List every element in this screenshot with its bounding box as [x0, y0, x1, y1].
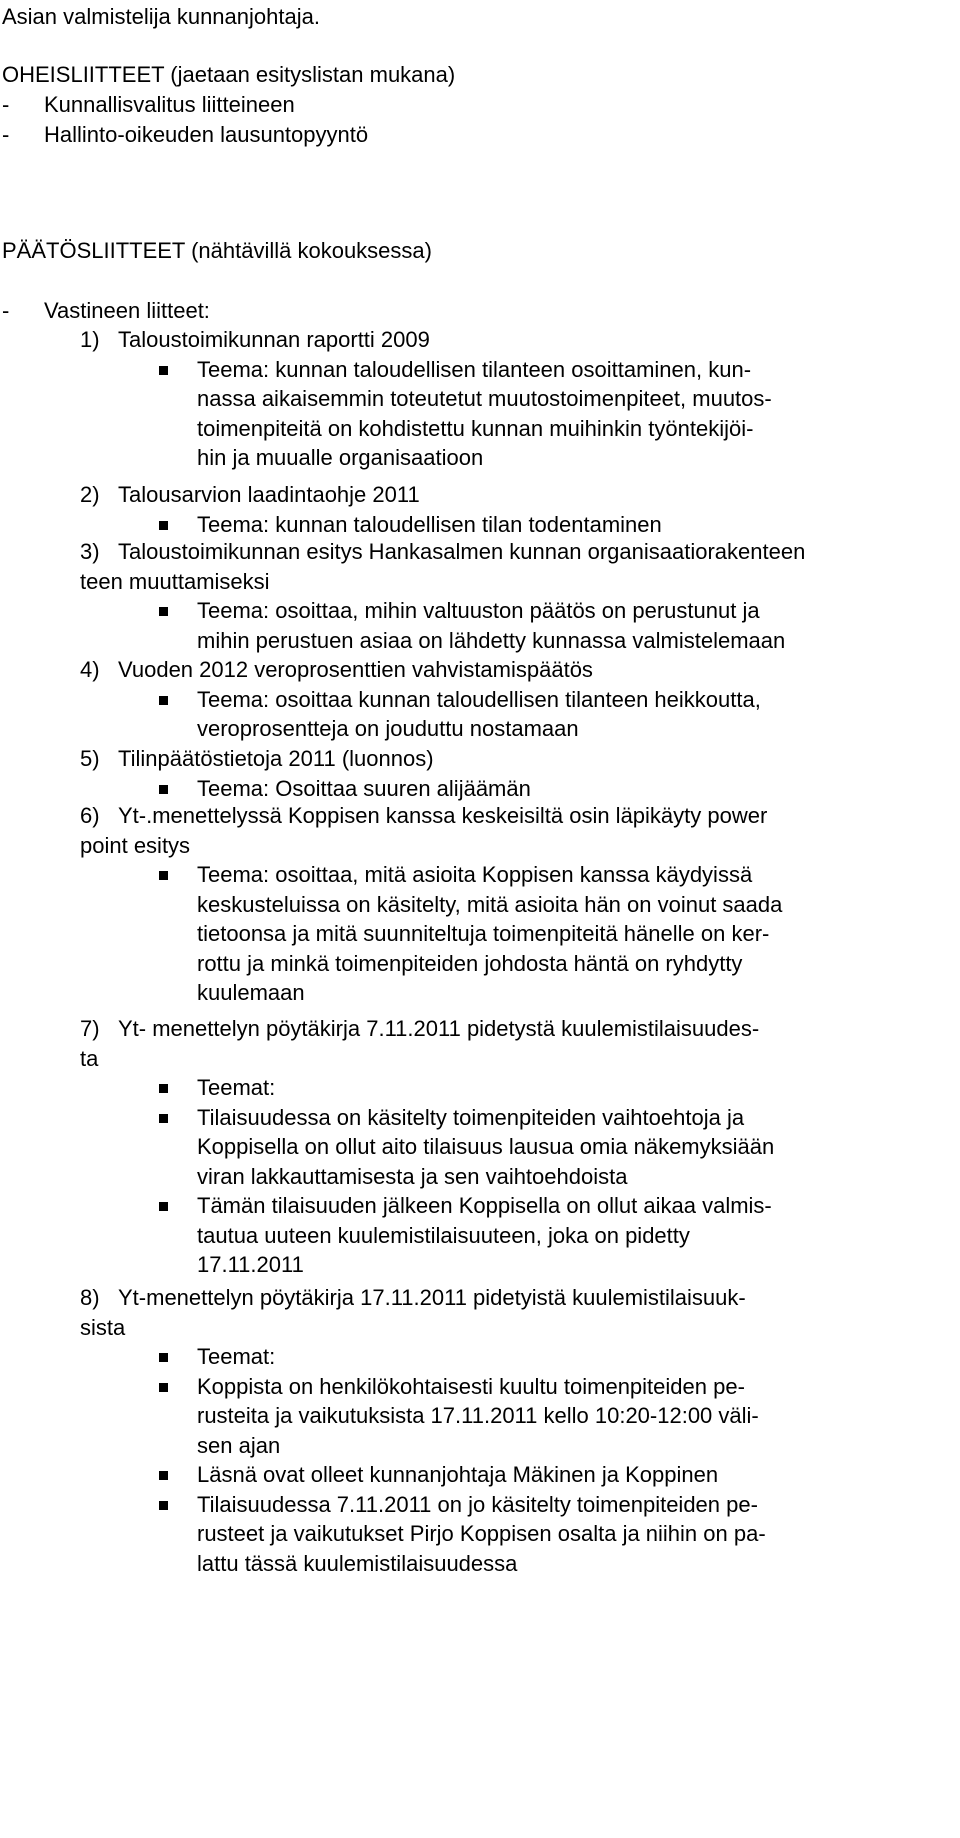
bullet-text: Teema: osoittaa, mitä asioita Koppisen kanssa käydyissä [197, 862, 753, 887]
list-item-number: 6) [80, 803, 100, 828]
bullet-text: Teema: kunnan taloudellisen tilanteen osoittaminen, kun- [197, 357, 752, 382]
list-item-text: sista [80, 1315, 126, 1340]
bullet-text: lattu tässä kuulemistilaisuudessa [197, 1551, 518, 1576]
vastine-label: Vastineen liitteet: [44, 298, 210, 323]
bullet-text: sen ajan [197, 1433, 281, 1458]
bullet-square-icon [159, 521, 168, 530]
list-item-number: 3) [80, 539, 100, 564]
bullet-text: rusteet ja vaikutukset Pirjo Koppisen osalta ja niihin on pa- [197, 1521, 766, 1546]
intro-text: Asian valmistelija kunnanjohtaja. [2, 4, 320, 29]
bullet-square-icon [159, 1084, 168, 1093]
bullet-text: 17.11.2011 [197, 1252, 304, 1277]
bullet-text: kuulemaan [197, 980, 305, 1005]
list-item-text: Yt-menettelyn pöytäkirja 17.11.2011 pidetyistä kuulemistilaisuuk- [118, 1285, 746, 1310]
list-item-text: Yt- menettelyn pöytäkirja 7.11.2011 pidetystä kuulemistilaisuudes- [118, 1016, 760, 1041]
bullet-square-icon [159, 871, 168, 880]
bullet-text: Tilaisuudessa 7.11.2011 on jo käsitelty toimenpiteiden pe- [197, 1492, 758, 1517]
bullet-text: keskusteluissa on käsitelty, mitä asioita hän on voinut saada [197, 892, 783, 917]
list-item-text: Taloustoimikunnan raportti 2009 [118, 327, 430, 352]
bullet-text: mihin perustuen asiaa on lähdetty kunnassa valmistelemaan [197, 628, 786, 653]
oheisliite-item: Kunnallisvalitus liitteineen [44, 92, 295, 117]
bullet-square-icon [159, 1114, 168, 1123]
list-item-text: ta [80, 1046, 99, 1071]
bullet-text: Teemat: [197, 1075, 276, 1100]
bullet-square-icon [159, 607, 168, 616]
list-item-number: 7) [80, 1016, 100, 1041]
bullet-text: Koppisella on ollut aito tilaisuus lausua omia näkemyksiään [197, 1134, 775, 1159]
bullet-square-icon [159, 1353, 168, 1362]
bullet-square-icon [159, 1383, 168, 1392]
list-item-text: Tilinpäätöstietoja 2011 (luonnos) [118, 746, 434, 771]
oheisliitteet-heading: OHEISLIITTEET (jaetaan esityslistan mukana) [2, 62, 456, 87]
bullet-text: Teema: osoittaa kunnan taloudellisen tilanteen heikkoutta, [197, 687, 761, 712]
bullet-text: Läsnä ovat olleet kunnanjohtaja Mäkinen ja Koppinen [197, 1462, 719, 1487]
oheisliite-item: Hallinto-oikeuden lausuntopyyntö [44, 122, 369, 147]
bullet-text: Teema: osoittaa, mihin valtuuston päätös on perustunut ja [197, 598, 760, 623]
vastine-dash: - [2, 298, 10, 323]
list-item-text: Yt-.menettelyssä Koppisen kanssa keskeisiltä osin läpikäyty power [118, 803, 768, 828]
paatosliitteet-heading: PÄÄTÖSLIITTEET (nähtävillä kokouksessa) [2, 238, 432, 263]
list-item-number: 4) [80, 657, 100, 682]
oheisliite-dash: - [2, 122, 10, 147]
list-item-text: Vuoden 2012 veroprosenttien vahvistamispäätös [118, 657, 593, 682]
list-item-number: 2) [80, 482, 100, 507]
bullet-square-icon [159, 1501, 168, 1510]
bullet-text: Teema: Osoittaa suuren alijäämän [197, 776, 531, 801]
list-item-number: 1) [80, 327, 100, 352]
bullet-text: tietoonsa ja mitä suunniteltuja toimenpiteitä hänelle on ker- [197, 921, 770, 946]
bullet-text: Teemat: [197, 1344, 276, 1369]
bullet-text: Tilaisuudessa on käsitelty toimenpiteiden vaihtoehtoja ja [197, 1105, 745, 1130]
bullet-text: nassa aikaisemmin toteutetut muutostoimenpiteet, muutos- [197, 386, 772, 411]
bullet-text: Teema: kunnan taloudellisen tilan todentaminen [197, 512, 662, 537]
list-item-text: Taloustoimikunnan esitys Hankasalmen kunnan organisaatiorakenteen [118, 539, 806, 564]
list-item-number: 5) [80, 746, 100, 771]
list-item-text: point esitys [80, 833, 191, 858]
bullet-square-icon [159, 696, 168, 705]
bullet-text: hin ja muualle organisaatioon [197, 445, 484, 470]
oheisliite-dash: - [2, 92, 10, 117]
bullet-square-icon [159, 1202, 168, 1211]
bullet-square-icon [159, 1471, 168, 1480]
bullet-square-icon [159, 785, 168, 794]
bullet-text: viran lakkauttamisesta ja sen vaihtoehdoista [197, 1164, 628, 1189]
bullet-text: toimenpiteitä on kohdistettu kunnan muihinkin työntekijöi- [197, 416, 754, 441]
bullet-text: tautua uuteen kuulemistilaisuuteen, joka on pidetty [197, 1223, 690, 1248]
list-item-text: Talousarvion laadintaohje 2011 [118, 482, 420, 507]
bullet-text: rusteita ja vaikutuksista 17.11.2011 kello 10:20-12:00 väli- [197, 1403, 759, 1428]
bullet-text: Koppista on henkilökohtaisesti kuultu toimenpiteiden pe- [197, 1374, 745, 1399]
bullet-square-icon [159, 366, 168, 375]
bullet-text: veroprosentteja on jouduttu nostamaan [197, 716, 579, 741]
list-item-number: 8) [80, 1285, 100, 1310]
bullet-text: rottu ja minkä toimenpiteiden johdosta häntä on ryhdytty [197, 951, 743, 976]
list-item-text: teen muuttamiseksi [80, 569, 270, 594]
bullet-text: Tämän tilaisuuden jälkeen Koppisella on ollut aikaa valmis- [197, 1193, 772, 1218]
